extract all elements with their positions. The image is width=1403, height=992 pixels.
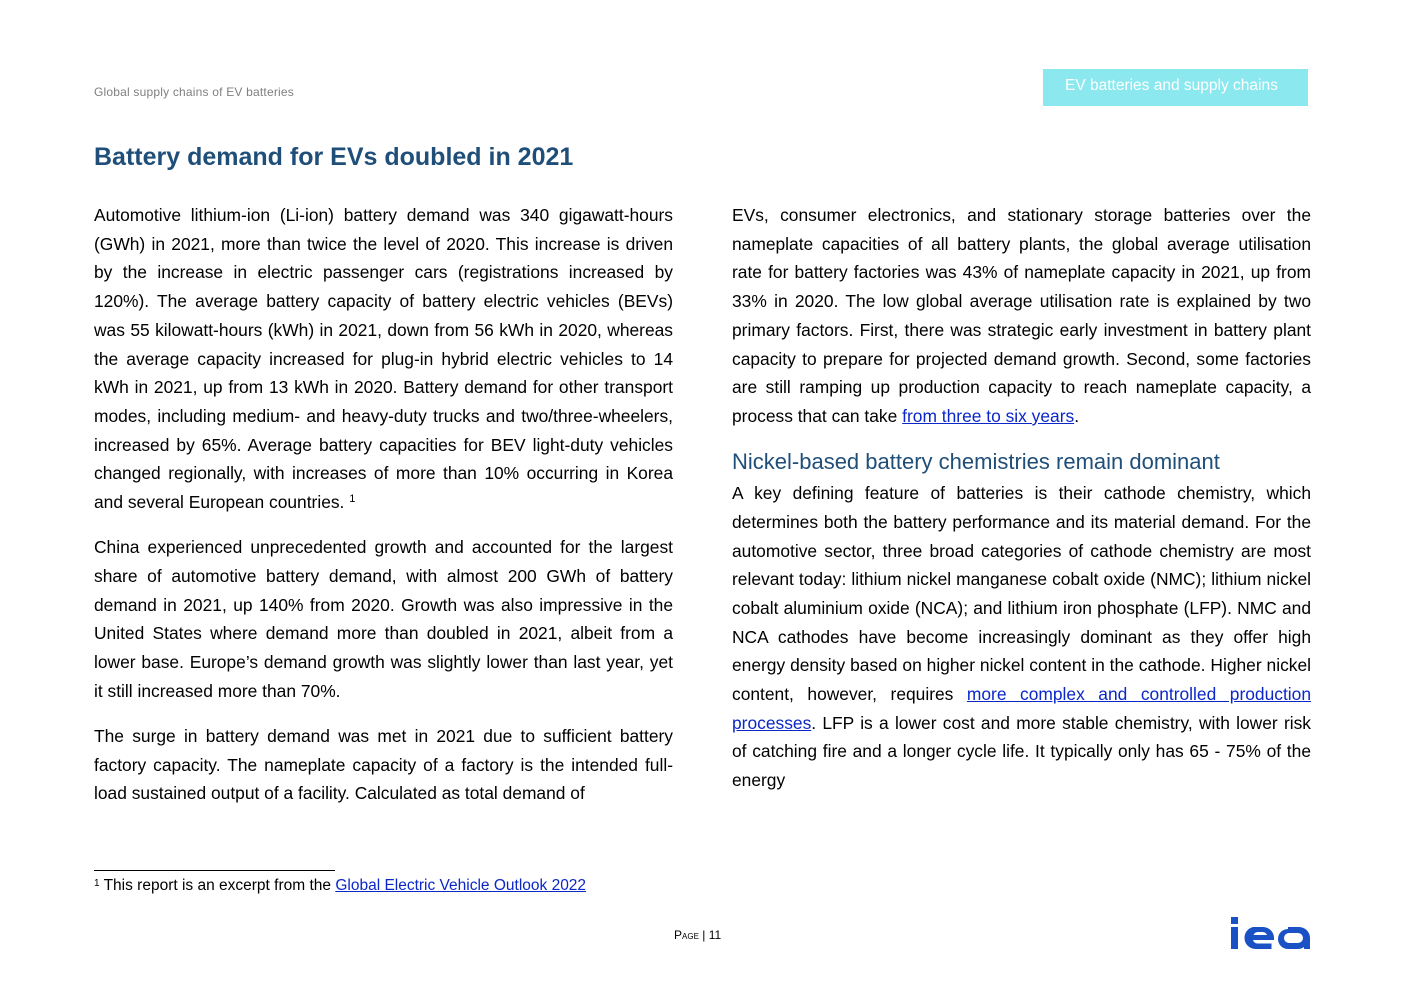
footnote-divider bbox=[94, 870, 335, 871]
paragraph-china-growth: China experienced unprecedented growth and accounted for the largest share of automotive battery demand, with almost 200 GWh of battery demand in 2021, up 140% from 2020. Growth was also impressive in the United States where demand more than doubled in 2021, albeit from a lower base. Europe’s demand growth was slightly lower than last year, yet it still increased more than 70%. bbox=[94, 537, 673, 701]
paragraph-utilisation-text: EVs, consumer electronics, and stationary storage batteries over the nameplate capacities of all battery plants, the global average utilisation rate for battery factories was 43% of nameplate capacity in 2021, up from 33% in 2020. The low global average utilisation rate is explained by two primary factors. First, there was strategic early investment in battery plant capacity to prepare for projected demand growth. Second, some factories are still ramping up production capacity to reach nameplate capacity, a process that can take bbox=[732, 205, 1311, 426]
page-number bbox=[674, 928, 721, 942]
paragraph-cathode-chemistry bbox=[732, 479, 1311, 795]
page-label: Page bbox=[674, 928, 699, 942]
footnote-text: This report is an excerpt from the bbox=[103, 877, 332, 894]
paragraph-utilisation-end: . bbox=[1074, 405, 1080, 426]
section-tag-label: EV batteries and supply chains bbox=[1065, 77, 1278, 94]
section-tag bbox=[1043, 69, 1308, 106]
page-separator: | bbox=[702, 928, 706, 942]
page-number-value: 11 bbox=[708, 928, 722, 942]
running-header-title: Global supply chains of EV batteries bbox=[94, 85, 294, 99]
footnote-reference[interactable]: 1 bbox=[349, 493, 356, 506]
paragraph-demand-overview-text: Automotive lithium-ion (Li-ion) battery demand was 340 gigawatt-hours (GWh) in 2021, more than twice the level of 2020. This increase is driven by the increase in electric passenger cars (registrations increased by 120%). The average battery capacity of battery electric vehicles (BEVs) was 55 kilowatt-hours (kWh) in 2021, down from 56 kWh in 2020, whereas the average capacity increased for plug-in hybrid electric vehicles to 14 kWh in 2021, up from 13 kWh in 2020. Battery demand for other transport modes, including medium- and heavy-duty trucks and two/three-wheelers, increased by 65%. Average battery capacities for BEV light-duty vehicles changed regionally, with increases of more than 10% occurring in Korea and several European countries. bbox=[94, 205, 673, 513]
link-production-processes[interactable]: more complex and controlled production processes bbox=[732, 684, 1311, 733]
page-title: Battery demand for EVs doubled in 2021 bbox=[94, 143, 574, 171]
footnote-marker: 1 bbox=[94, 878, 100, 889]
footnote bbox=[94, 877, 586, 895]
paragraph-factory-capacity: The surge in battery demand was met in 2021 due to sufficient battery factory capacity. The nameplate capacity of a factory is the intended full-load sustained output of a facility. Calculated as total demand of bbox=[94, 725, 673, 804]
left-column bbox=[94, 201, 673, 825]
link-three-to-six-years[interactable]: from three to six years bbox=[902, 405, 1075, 426]
iea-logo-icon[interactable] bbox=[1231, 916, 1310, 950]
paragraph-demand-overview bbox=[94, 201, 673, 517]
paragraph-utilisation bbox=[732, 201, 1311, 431]
subheading-nickel-chemistries: Nickel-based battery chemistries remain dominant bbox=[732, 449, 1220, 475]
right-column bbox=[732, 201, 1311, 811]
paragraph-cathode-chemistry-end: . LFP is a lower cost and more stable chemistry, with lower risk of catching fire and a longer cycle life. It typically only has 65 - 75% of the energy bbox=[732, 712, 1311, 791]
link-global-ev-outlook[interactable]: Global Electric Vehicle Outlook 2022 bbox=[335, 877, 587, 894]
paragraph-cathode-chemistry-text: A key defining feature of batteries is their cathode chemistry, which determines both the battery performance and its material demand. For the automotive sector, three broad categories of cathode chemistry are most relevant today: lithium nickel manganese cobalt oxide (NMC); lithium nickel cobalt aluminium oxide (NCA); and lithium iron phosphate (LFP). NMC and NCA cathodes have become increasingly dominant as they offer high energy density based on higher nickel content in the cathode. Higher nickel content, however, requires bbox=[732, 483, 1311, 705]
